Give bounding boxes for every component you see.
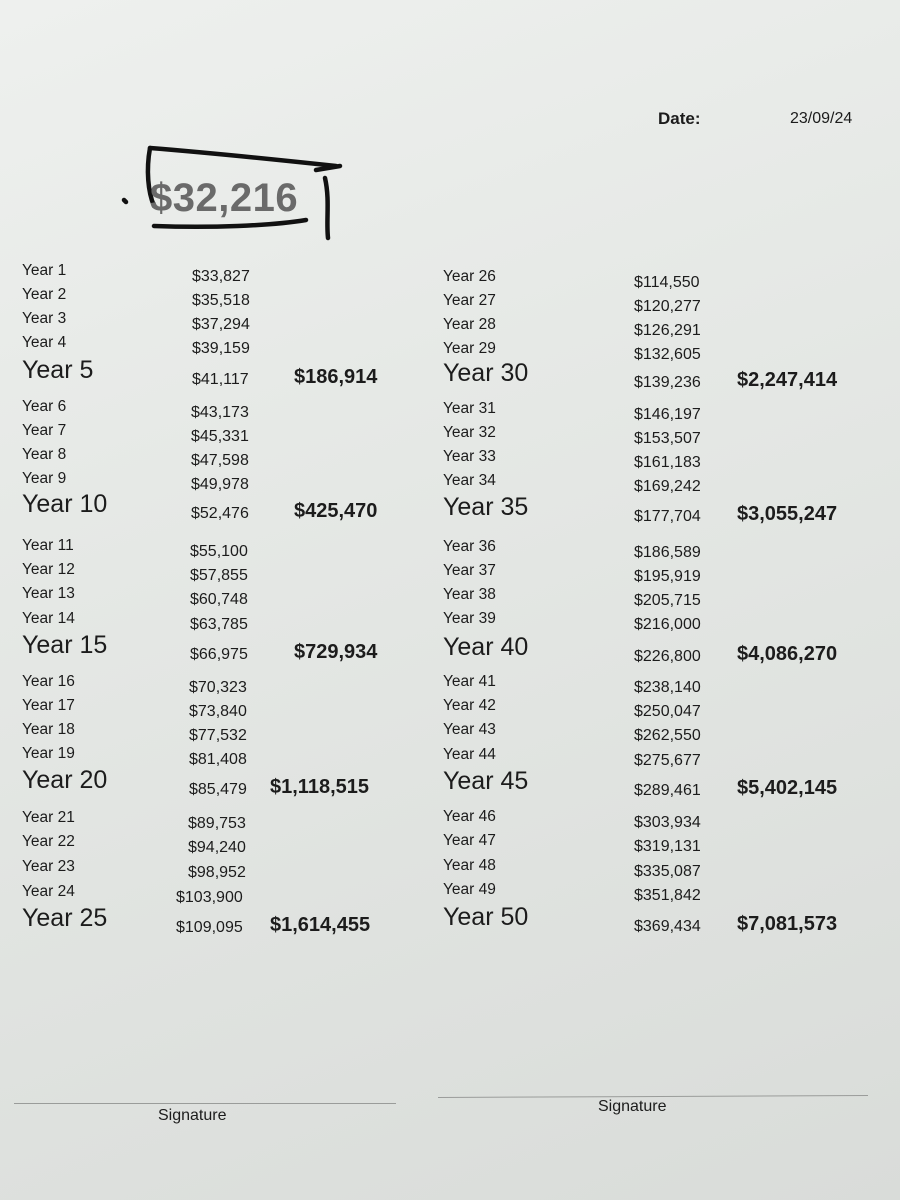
year-row (22, 398, 442, 422)
annual-amount: $94,240 (188, 839, 246, 856)
year-label: Year 16 (22, 673, 75, 690)
year-label: Year 40 (443, 633, 529, 661)
annual-amount: $45,331 (191, 428, 249, 445)
year-label: Year 11 (22, 537, 74, 554)
annual-amount: $153,507 (634, 430, 701, 447)
cumulative-total: $1,118,515 (270, 776, 369, 798)
year-row (22, 697, 442, 721)
year-row (443, 448, 863, 472)
annual-amount: $63,785 (190, 616, 248, 633)
annual-amount: $351,842 (634, 887, 701, 904)
cumulative-total: $7,081,573 (737, 913, 838, 935)
year-row (443, 697, 863, 721)
year-row (443, 562, 863, 586)
cumulative-total: $729,934 (294, 641, 378, 663)
year-row (22, 422, 442, 446)
year-row (443, 633, 863, 665)
annual-amount: $275,677 (634, 752, 701, 769)
annual-amount: $70,323 (189, 679, 247, 696)
annual-amount: $335,087 (634, 863, 701, 880)
year-label: Year 8 (22, 446, 67, 463)
cumulative-total: $3,055,247 (737, 503, 838, 525)
year-row (443, 767, 863, 799)
annual-amount: $120,277 (634, 298, 701, 315)
year-label: Year 4 (22, 334, 67, 351)
year-label: Year 21 (22, 809, 75, 826)
year-row (443, 586, 863, 610)
annual-amount: $98,952 (188, 864, 246, 881)
annual-amount: $77,532 (189, 727, 247, 744)
year-label: Year 37 (443, 562, 496, 579)
year-label: Year 25 (22, 904, 108, 932)
year-row (443, 673, 863, 697)
year-label: Year 45 (443, 767, 529, 795)
year-row (22, 262, 442, 286)
annual-amount: $195,919 (634, 568, 701, 585)
annual-amount: $177,704 (634, 508, 701, 525)
year-row (22, 904, 442, 936)
year-label: Year 7 (22, 422, 67, 439)
annual-amount: $60,748 (190, 591, 248, 608)
year-label: Year 43 (443, 721, 496, 738)
annual-amount: $41,117 (192, 371, 249, 388)
year-label: Year 29 (443, 340, 496, 357)
year-row (443, 610, 863, 634)
year-row (443, 903, 863, 935)
year-label: Year 49 (443, 881, 496, 898)
annual-amount: $319,131 (634, 838, 701, 855)
year-row (22, 673, 442, 697)
annual-amount: $250,047 (634, 703, 701, 720)
year-label: Year 23 (22, 858, 75, 875)
year-label: Year 44 (443, 746, 496, 763)
year-row (443, 316, 863, 340)
year-row (443, 292, 863, 316)
year-row (22, 858, 442, 882)
year-row (443, 538, 863, 562)
annual-amount: $35,518 (192, 292, 250, 309)
year-row (22, 809, 442, 833)
signature-label-left: Signature (158, 1107, 227, 1124)
annual-amount: $39,159 (192, 340, 250, 357)
year-row (443, 268, 863, 292)
annual-amount: $103,900 (176, 889, 243, 906)
year-label: Year 50 (443, 903, 529, 931)
year-row (443, 400, 863, 424)
year-label: Year 24 (22, 883, 75, 900)
year-label: Year 47 (443, 832, 496, 849)
year-label: Year 42 (443, 697, 496, 714)
year-label: Year 31 (443, 400, 496, 417)
annual-amount: $262,550 (634, 727, 701, 744)
cumulative-total: $425,470 (294, 500, 378, 522)
annual-amount: $303,934 (634, 814, 701, 831)
annual-amount: $139,236 (634, 374, 701, 391)
year-label: Year 6 (22, 398, 67, 415)
annual-amount: $47,598 (191, 452, 249, 469)
annual-amount: $49,978 (191, 476, 249, 493)
annual-amount: $81,408 (189, 751, 247, 768)
annual-amount: $66,975 (190, 646, 248, 663)
year-label: Year 22 (22, 833, 75, 850)
year-row (22, 833, 442, 857)
annual-amount: $238,140 (634, 679, 701, 696)
year-label: Year 26 (443, 268, 496, 285)
annual-amount: $161,183 (634, 454, 701, 471)
annual-amount: $89,753 (188, 815, 246, 832)
year-label: Year 32 (443, 424, 496, 441)
year-row (443, 881, 863, 905)
signature-label-right: Signature (598, 1098, 667, 1115)
year-row (22, 356, 442, 388)
signature-line-left (14, 1103, 396, 1104)
year-row (22, 585, 442, 609)
annual-amount: $126,291 (634, 322, 701, 339)
year-row (443, 424, 863, 448)
year-row (22, 631, 442, 663)
annual-amount: $169,242 (634, 478, 701, 495)
year-label: Year 14 (22, 610, 75, 627)
annual-amount: $37,294 (192, 316, 250, 333)
annual-amount: $226,800 (634, 648, 701, 665)
year-row (443, 808, 863, 832)
annual-amount: $114,550 (634, 274, 700, 291)
year-label: Year 3 (22, 310, 67, 327)
year-label: Year 1 (22, 262, 67, 279)
year-label: Year 36 (443, 538, 496, 555)
annual-amount: $186,589 (634, 544, 701, 561)
year-label: Year 34 (443, 472, 496, 489)
year-row (443, 721, 863, 745)
handwritten-amount: $32,216 (150, 176, 299, 220)
year-label: Year 17 (22, 697, 75, 714)
year-label: Year 13 (22, 585, 75, 602)
annual-amount: $289,461 (634, 782, 701, 799)
annual-amount: $132,605 (634, 346, 701, 363)
year-label: Year 46 (443, 808, 496, 825)
annual-amount: $55,100 (190, 543, 248, 560)
year-label: Year 19 (22, 745, 75, 762)
year-label: Year 39 (443, 610, 496, 627)
date-value: 23/09/24 (790, 110, 853, 127)
cumulative-total: $1,614,455 (270, 914, 371, 936)
year-label: Year 30 (443, 359, 529, 387)
annual-amount: $146,197 (634, 406, 701, 423)
annual-amount: $369,434 (634, 918, 701, 935)
cumulative-total: $186,914 (294, 366, 378, 388)
year-row (22, 446, 442, 470)
date-label: Date: (658, 109, 701, 128)
year-row (443, 857, 863, 881)
year-label: Year 33 (443, 448, 496, 465)
year-label: Year 2 (22, 286, 67, 303)
cumulative-total: $2,247,414 (737, 369, 838, 391)
year-label: Year 5 (22, 356, 94, 384)
annual-amount: $205,715 (634, 592, 701, 609)
year-label: Year 28 (443, 316, 496, 333)
year-row (22, 766, 442, 798)
year-row (22, 490, 442, 522)
year-label: Year 35 (443, 493, 529, 521)
year-label: Year 27 (443, 292, 496, 309)
annual-amount: $216,000 (634, 616, 701, 633)
annual-amount: $85,479 (189, 781, 247, 798)
annual-amount: $109,095 (176, 919, 243, 936)
year-label: Year 15 (22, 631, 108, 659)
annual-amount: $52,476 (191, 505, 249, 522)
year-row (22, 537, 442, 561)
year-row (443, 493, 863, 525)
year-label: Year 9 (22, 470, 67, 487)
year-label: Year 18 (22, 721, 75, 738)
annual-amount: $73,840 (189, 703, 247, 720)
year-label: Year 41 (443, 673, 496, 690)
year-row (22, 286, 442, 310)
cumulative-total: $4,086,270 (737, 643, 838, 665)
year-label: Year 10 (22, 490, 108, 518)
cumulative-total: $5,402,145 (737, 777, 838, 799)
year-row (22, 721, 442, 745)
year-row (443, 359, 863, 391)
year-row (22, 334, 442, 358)
annual-amount: $33,827 (192, 268, 250, 285)
annual-amount: $57,855 (190, 567, 248, 584)
year-row (22, 310, 442, 334)
year-label: Year 20 (22, 766, 108, 794)
annual-amount: $43,173 (191, 404, 249, 421)
year-row (443, 832, 863, 856)
year-label: Year 38 (443, 586, 496, 603)
year-label: Year 48 (443, 857, 496, 874)
year-label: Year 12 (22, 561, 75, 578)
year-row (22, 561, 442, 585)
